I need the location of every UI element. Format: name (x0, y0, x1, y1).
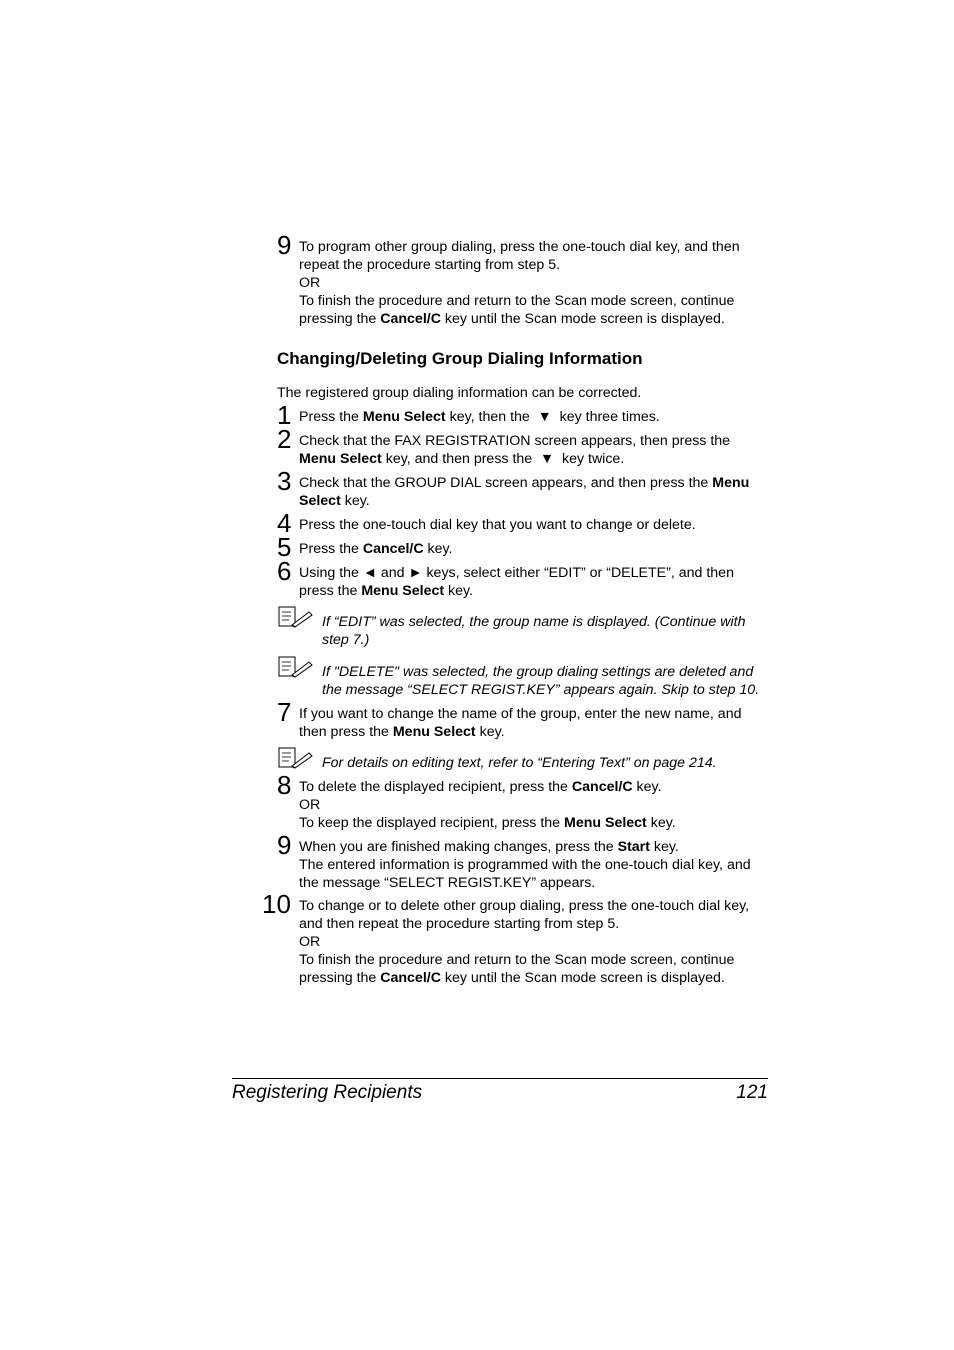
step-text: Using the ◄ and ► keys, select either “EDIT” or “DELETE”, and then press the Menu Select key. (299, 565, 734, 599)
step-number: 1 (277, 400, 292, 430)
section-heading: Changing/Deleting Group Dialing Information (277, 349, 643, 368)
section-intro: The registered group dialing information can be corrected. (277, 385, 642, 401)
step-text: When you are finished making changes, press the Start key. The entered information is programmed with the one-touch dial key, and the message “SELECT REGIST.KEY” appears. (299, 839, 751, 891)
step-text: Press the Menu Select key, then the ▼ key three times. (299, 409, 660, 425)
footer-chapter-title: Registering Recipients (232, 1082, 423, 1103)
note-pencil-icon (278, 747, 314, 769)
step-number: 4 (277, 508, 292, 538)
note-text: If “EDIT” was selected, the group name is displayed. (Continue with step 7.) (322, 614, 746, 648)
step-number: 9 (277, 230, 292, 260)
note-pencil-icon (278, 606, 314, 628)
step-number: 7 (277, 697, 292, 727)
step-number: 10 (262, 889, 291, 919)
step-number: 9 (277, 830, 292, 860)
note-text: If "DELETE" was selected, the group dialing settings are deleted and the message “SELECT REGIST.KEY” appears again. Skip to step 10. (322, 664, 760, 698)
step-number: 5 (277, 532, 292, 562)
step-text: To program other group dialing, press the one-touch dial key, and then repeat the procedure starting from step 5. OR To finish the procedure and return to the Scan mode screen, continue pressing the Cancel/C key until the Scan mode screen is displayed. (299, 239, 740, 327)
step-text: To delete the displayed recipient, press the Cancel/C key. OR To keep the displayed recipient, press the Menu Select key. (299, 779, 676, 831)
note-pencil-icon (278, 656, 314, 678)
step-text: Press the Cancel/C key. (299, 541, 453, 557)
footer-divider (232, 1078, 768, 1079)
step-number: 3 (277, 466, 292, 496)
step-number: 8 (277, 770, 292, 800)
step-text: If you want to change the name of the group, enter the new name, and then press the Menu Select key. (299, 706, 742, 740)
note-text: For details on editing text, refer to “Entering Text” on page 214. (322, 755, 717, 771)
step-text: To change or to delete other group dialing, press the one-touch dial key, and then repeat the procedure starting from step 5. OR To finish the procedure and return to the Scan mode screen, continue pressing the Cancel/C key until the Scan mode screen is displayed. (299, 898, 750, 986)
step-text: Check that the GROUP DIAL screen appears, and then press the Menu Select key. (299, 475, 750, 509)
page-number: 121 (736, 1082, 768, 1103)
step-text: Check that the FAX REGISTRATION screen appears, then press the Menu Select key, and then press the ▼ key twice. (299, 433, 731, 467)
step-number: 2 (277, 424, 292, 454)
step-number: 6 (277, 556, 292, 586)
step-text: Press the one-touch dial key that you want to change or delete. (299, 517, 696, 533)
